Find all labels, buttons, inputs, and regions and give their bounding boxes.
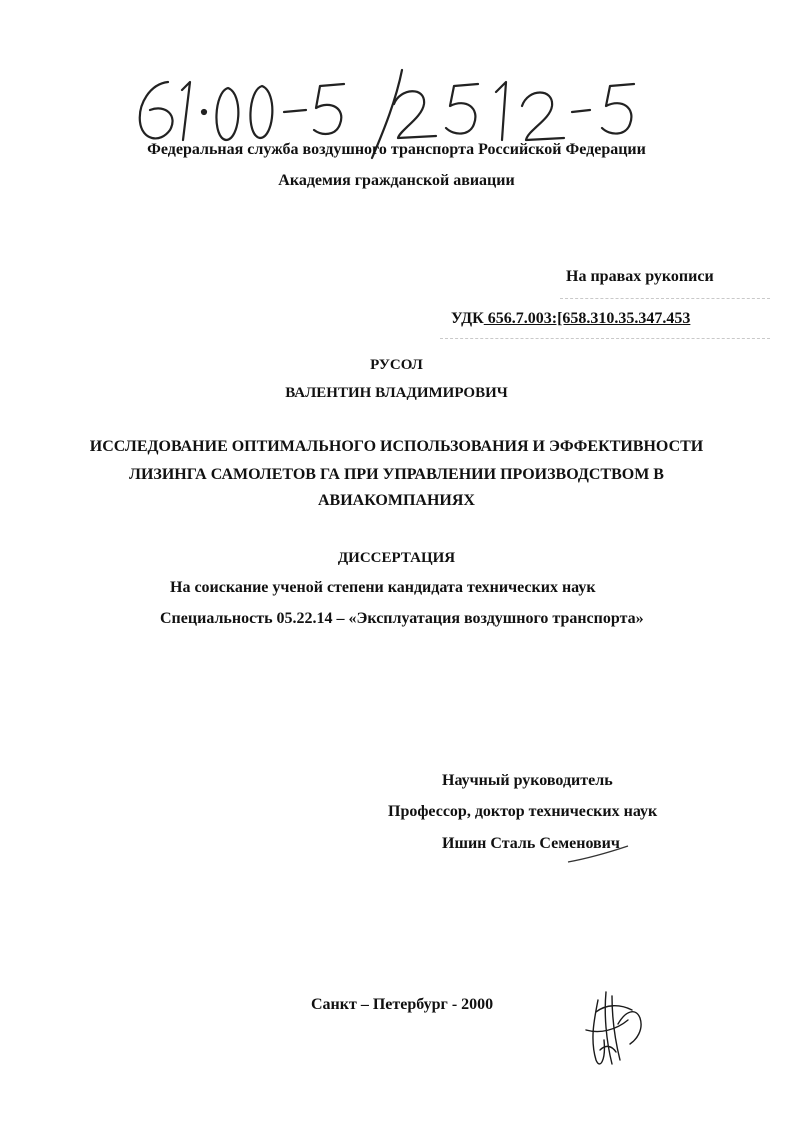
author-name: ВАЛЕНТИН ВЛАДИМИРОВИЧ	[285, 385, 508, 401]
supervisor-rank: Профессор, доктор технических наук	[388, 803, 658, 820]
work-type: ДИССЕРТАЦИЯ	[337, 550, 456, 566]
degree-line: На соискание ученой степени кандидата технических наук	[170, 579, 596, 596]
udc-code: 656.7.003:[658.310.35.347.453	[483, 310, 691, 327]
dissertation-title-line-3: АВИАКОМПАНИЯХ	[318, 492, 475, 509]
dissertation-title-line-2: ЛИЗИНГА САМОЛЕТОВ ГА ПРИ УПРАВЛЕНИИ ПРОИЗВОДСТВОМ В	[129, 466, 664, 483]
manuscript-rights-note: На правах рукописи	[566, 268, 714, 285]
supervisor-label: Научный руководитель	[442, 772, 613, 789]
academy-name: Академия гражданской авиации	[278, 172, 515, 189]
author-surname: РУСОЛ	[370, 357, 423, 373]
specialty-line: Специальность 05.22.14 – «Эксплуатация воздушного транспорта»	[160, 610, 644, 627]
dissertation-title-line-1: ИССЛЕДОВАНИЕ ОПТИМАЛЬНОГО ИСПОЛЬЗОВАНИЯ И ЭФФЕКТИВНОСТИ	[89, 438, 704, 455]
place-and-year: Санкт – Петербург - 2000	[311, 996, 494, 1013]
federal-service-name: Федеральная служба воздушного транспорта Российской Федерации	[147, 141, 646, 158]
udc-label: УДК	[451, 310, 484, 327]
supervisor-name: Ишин Сталь Семенович	[442, 835, 620, 852]
